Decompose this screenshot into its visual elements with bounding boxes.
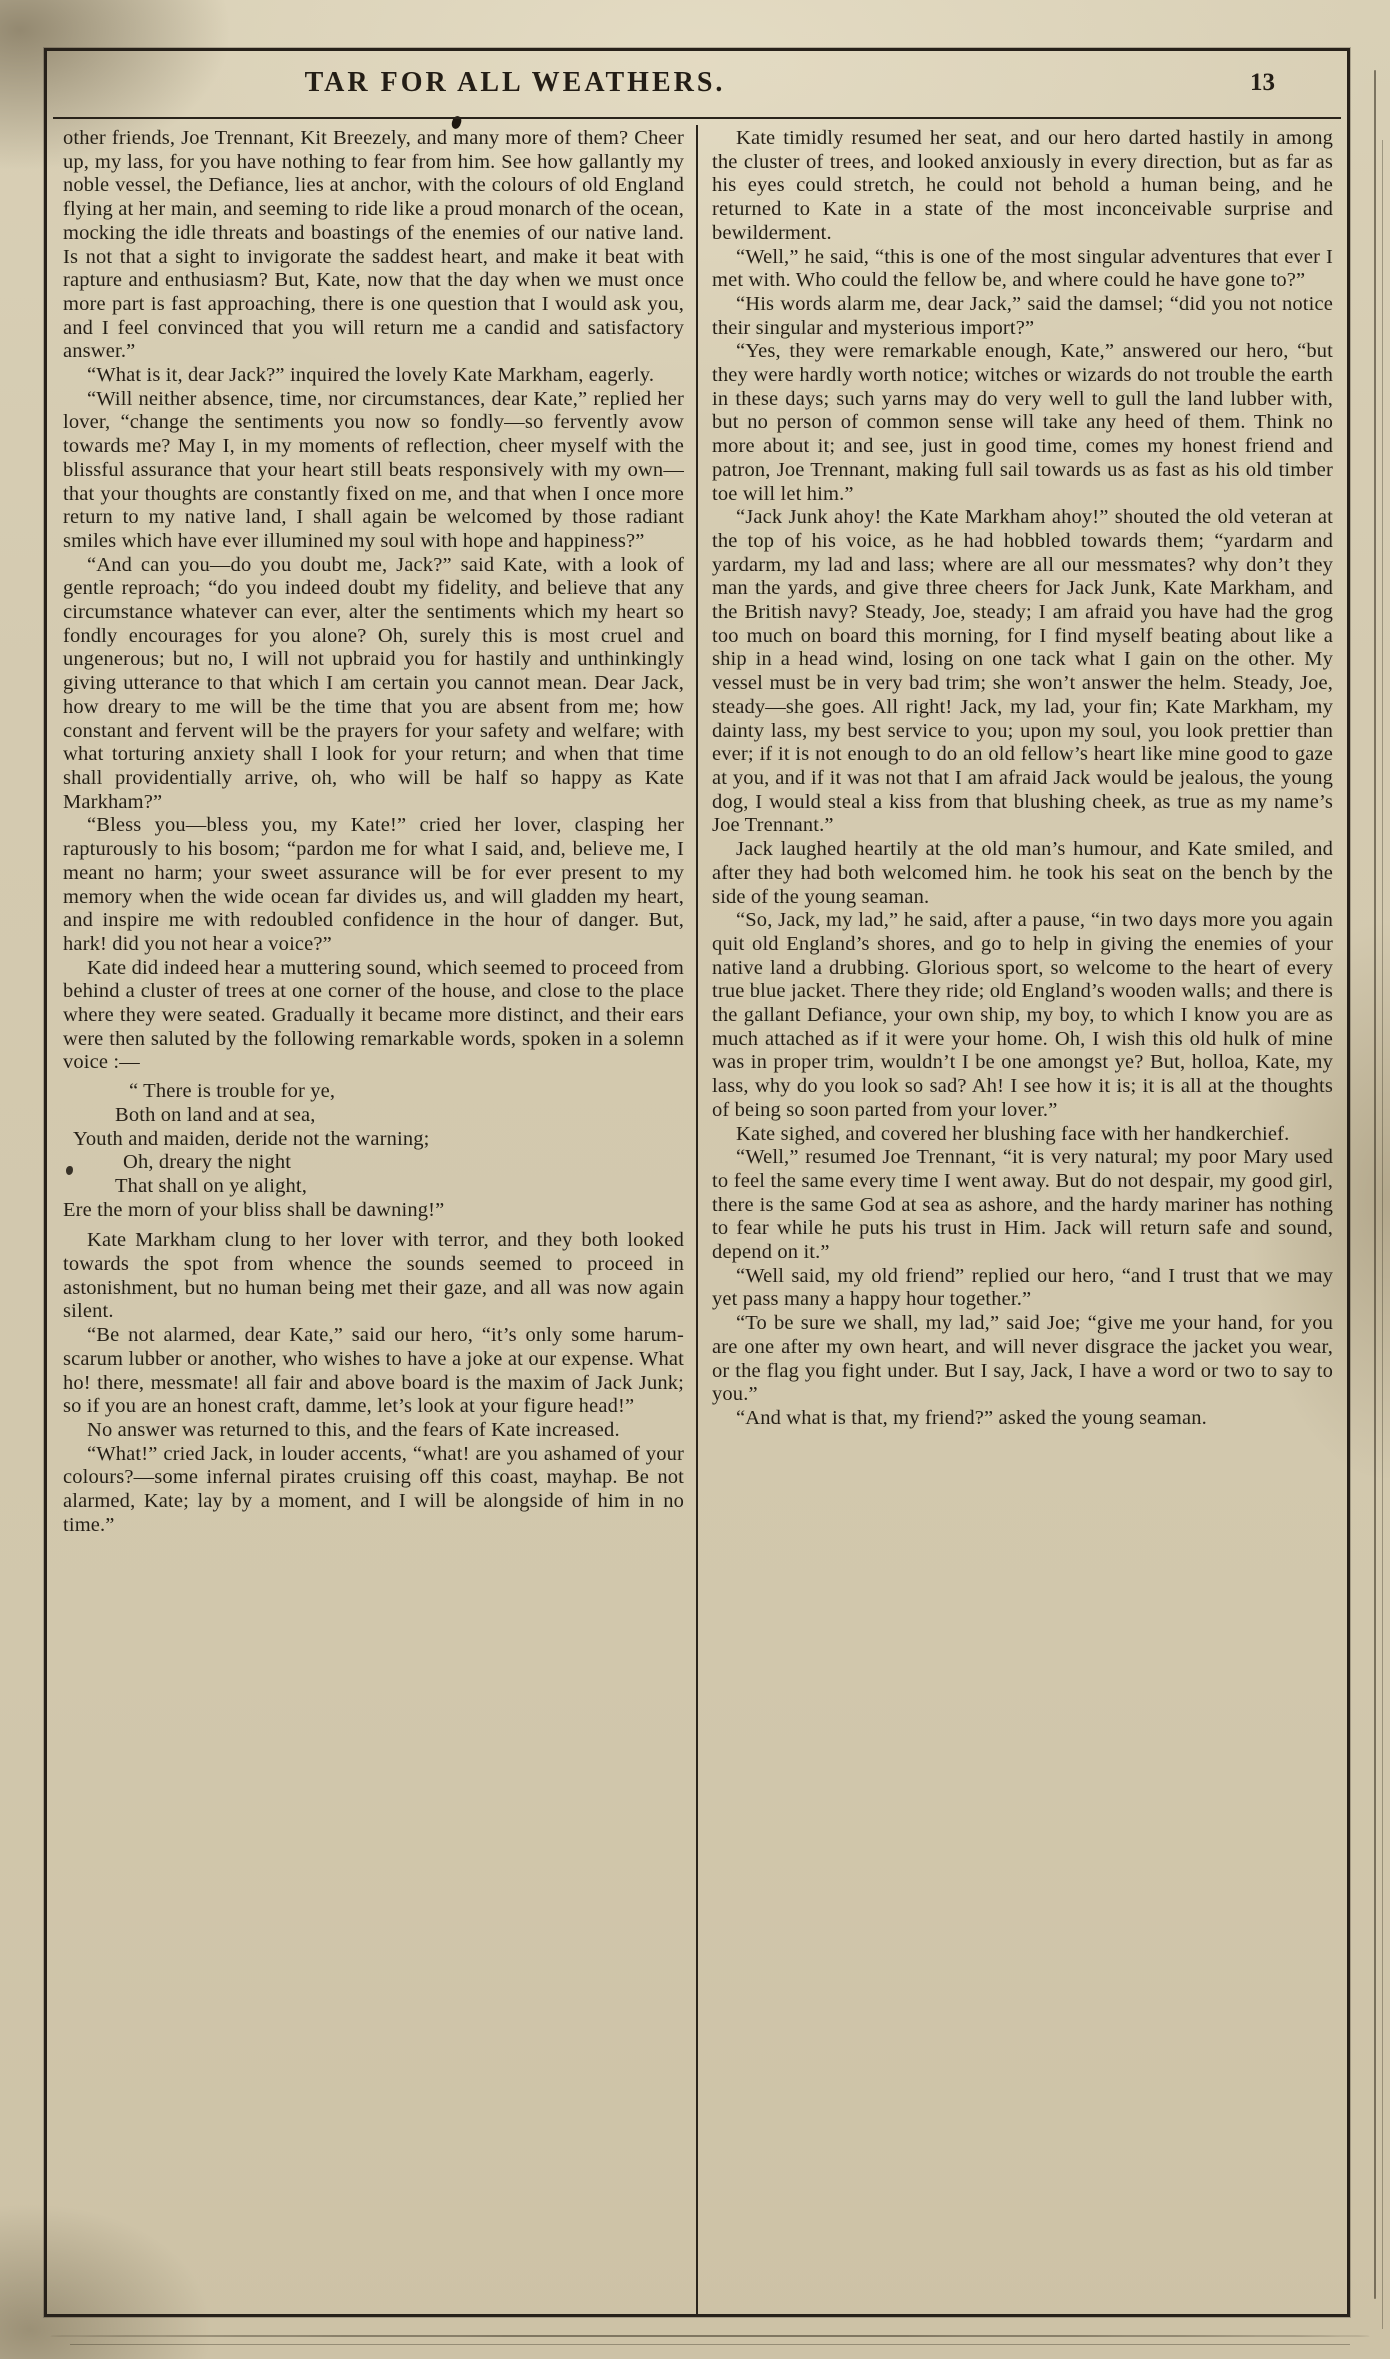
paragraph: “His words alarm me, dear Jack,” said the damsel; “did you not notice their singular and mysterious import?”	[712, 292, 1333, 339]
paragraph: Jack laughed heartily at the old man’s humour, and Kate smiled, and after they had both welcomed him. he took his seat on the bench by the side of the young seaman.	[712, 838, 1333, 908]
paragraph: Kate Markham clung to her lover with terror, and they both looked towards the spot from whence the sounds seemed to proceed in astonishment, but no human being met their gaze, and all was now again silent.	[63, 1229, 684, 1323]
verse-line: Youth and maiden, deride not the warning;	[73, 1127, 430, 1150]
verse-line: “ There is trouble for ye,	[129, 1080, 336, 1103]
paragraph: “So, Jack, my lad,” he said, after a pause, “in two days more you again quit old England’s shores, and go to help in giving the enemies of your native land a drubbing. Glorious sport, so welcome to the heart of every true blue jacket. There they ride; old England’s wooden walls; and there is the gallant Defiance, your own ship, my boy, to which I know you are as much attached as if it were your home. Oh, I wish this old hulk of mine was in proper trim, wouldn’t I be one amongst ye? But, holloa, Kate, my lass, why do you look so sad? Ah! I see how it is; it is all at the thoughts of being so soon parted from your lover.”	[712, 909, 1333, 1121]
paragraph: “Bless you—bless you, my Kate!” cried her lover, clasping her rapturously to his bosom; “pardon me for what I said, and, believe me, I meant no harm; your sweet assurance will be for ever present to my memory when the wide ocean far divides us, and will gladden my heart, and inspire me with redoubled confidence in the hour of danger. But, hark! did you not hear a voice?”	[63, 814, 684, 955]
paragraph: “What is it, dear Jack?” inquired the lovely Kate Markham, eagerly.	[87, 364, 655, 387]
paragraph: No answer was returned to this, and the fears of Kate increased.	[87, 1418, 620, 1441]
text-columns	[47, 119, 1347, 2314]
column-left	[47, 125, 696, 2314]
paragraph: “And can you—do you doubt me, Jack?” said Kate, with a look of gentle reproach; “do you indeed doubt my fidelity, and believe that any circumstance whatever can ever, alter the sentiments which my heart so fondly encourages for you alone? Oh, surely this is most cruel and ungenerous; but no, I will not upbraid you for hastily and unthinkingly giving utterance to that which I am certain you cannot mean. Dear Jack, how dreary to me will be the time that you are absent from me; how constant and fervent will be the prayers for your safety and welfare; with what torturing anxiety shall I look for your return; and when that time shall providentially arrive, oh, who will be half so happy as Kate Markham?”	[63, 553, 684, 813]
paragraph: “Well,” he said, “this is one of the most singular adventures that ever I met with. Who could the fellow be, and where could he have gone to?”	[712, 245, 1333, 292]
page-title: TAR FOR ALL WEATHERS.	[304, 67, 726, 98]
paragraph: “Jack Junk ahoy! the Kate Markham ahoy!” shouted the old veteran at the top of his voice, as he had hobbled towards them; “yardarm and yardarm, my lad and lass; where are all our messmates? why don’t they man the yards, and give three cheers for Jack Junk, Kate Markham, and the British navy? Steady, Joe, steady; I am afraid you have had the grog too much on board this morning, for I find myself beating about like a ship in a head wind, losing on one tack what I gain on the other. My vessel must be in very bad trim; she won’t answer the helm. Steady, Joe, steady—she goes. All right! Jack, my lad, your fin; Kate Markham, my dainty lass, my best service to you; upon my soul, you look prettier than ever; if it is not enough to do an old fellow’s heart like mine good to gaze at you, and if it was not that I am afraid Jack would be jealous, the young dog, I would steal a kiss from that blushing cheek, as true as my name’s Joe Trennant.”	[712, 506, 1333, 837]
paragraph: “Will neither absence, time, nor circumstances, dear Kate,” replied her lover, “change the sentiments you now so fondly—so fervently avow towards me? May I, in my moments of reflection, cheer myself with the blissful assurance that your heart still beats responsively with my own—that your thoughts are constantly fixed on me, and that when I once more return to my native land, I shall again be welcomed by those radiant smiles which have ever illumined my soul with hope and happiness?”	[63, 387, 684, 552]
paragraph: Kate sighed, and covered her blushing face with her handkerchief.	[736, 1122, 1290, 1145]
paragraph: other friends, Joe Trennant, Kit Breezely, and many more of them? Cheer up, my lass, for you have nothing to fear from him. See how gallantly my noble vessel, the Defiance, lies at anchor, with the colours of old England flying at her main, and seeming to ride like a proud monarch of the ocean, mocking the idle threats and boastings of the enemies of our native land. Is not that a sight to invigorate the saddest heart, and make it beat with rapture and enthusiasm? But, Kate, now that the day when we must once more part is fast approaching, there is one question that I would ask you, and I feel convinced that you will return me a candid and satisfactory answer.”	[63, 127, 684, 363]
paragraph: “Yes, they were remarkable enough, Kate,” answered our hero, “but they were hardly worth notice; witches or wizards do not trouble the earth in these days; such yarns may do very well to gull the land lubber with, but no person of common sense will take any heed of them. Think no more about it; and see, just in good time, comes my honest friend and patron, Joe Trennant, making full sail towards us as fast as his old timber toe will let him.”	[712, 340, 1333, 505]
page-edge-line	[50, 2335, 1370, 2337]
page-number: 13	[1250, 69, 1275, 96]
paragraph: “What!” cried Jack, in louder accents, “what! are you ashamed of your colours?—some infernal pirates cruising off this coast, mayhap. Be not alarmed, Kate; lay by a moment, and I will be alongside of him in no time.”	[63, 1442, 684, 1536]
verse-block	[63, 1080, 684, 1222]
page-edge-line	[1382, 140, 1383, 2329]
paragraph: “To be sure we shall, my lad,” said Joe; “give me your hand, for you are one after my own heart, and will never disgrace the jacket you wear, or the flag you fight under. But I say, Jack, I have a word or two to say to you.”	[712, 1312, 1333, 1406]
paragraph: “Be not alarmed, dear Kate,” said our hero, “it’s only some harum-scarum lubber or another, who wishes to have a joke at our expense. What ho! there, messmate! all fair and above board is the maxim of Jack Junk; so if you are an honest craft, damme, let’s look at your figure head!”	[63, 1324, 684, 1418]
page-header	[47, 51, 1347, 117]
paragraph: Kate timidly resumed her seat, and our hero darted hastily in among the cluster of trees, and looked anxiously in every direction, but as far as his eyes could stretch, he could not behold a human being, and he returned to Kate in a state of the most inconceivable surprise and bewilderment.	[712, 127, 1333, 244]
paragraph: “Well,” resumed Joe Trennant, “it is very natural; my poor Mary used to feel the same every time I went away. But do not despair, my good girl, there is the same God at sea as ashore, and the hardy mariner has nothing to fear while he puts his trust in Him. Jack will return safe and sound, depend on it.”	[712, 1146, 1333, 1264]
verse-line: Ere the morn of your bliss shall be dawning!”	[63, 1198, 445, 1221]
paragraph: “Well said, my old friend” replied our hero, “and I trust that we may yet pass many a happy hour together.”	[712, 1264, 1333, 1311]
verse-line: Oh, dreary the night	[123, 1151, 292, 1174]
paragraph: “And what is that, my friend?” asked the young seaman.	[736, 1406, 1207, 1429]
page-edge-line	[70, 2344, 1350, 2345]
page-frame	[44, 48, 1350, 2317]
verse-line: That shall on ye alight,	[115, 1174, 308, 1197]
page-edge-line	[1374, 70, 1376, 2299]
paragraph: Kate did indeed hear a muttering sound, which seemed to proceed from behind a cluster of trees at one corner of the house, and close to the place where they were seated. Gradually it became more distinct, and their ears were then saluted by the following remarkable words, spoken in a solemn voice :—	[63, 956, 684, 1074]
column-right	[698, 125, 1347, 2314]
verse-line: Both on land and at sea,	[115, 1103, 316, 1126]
